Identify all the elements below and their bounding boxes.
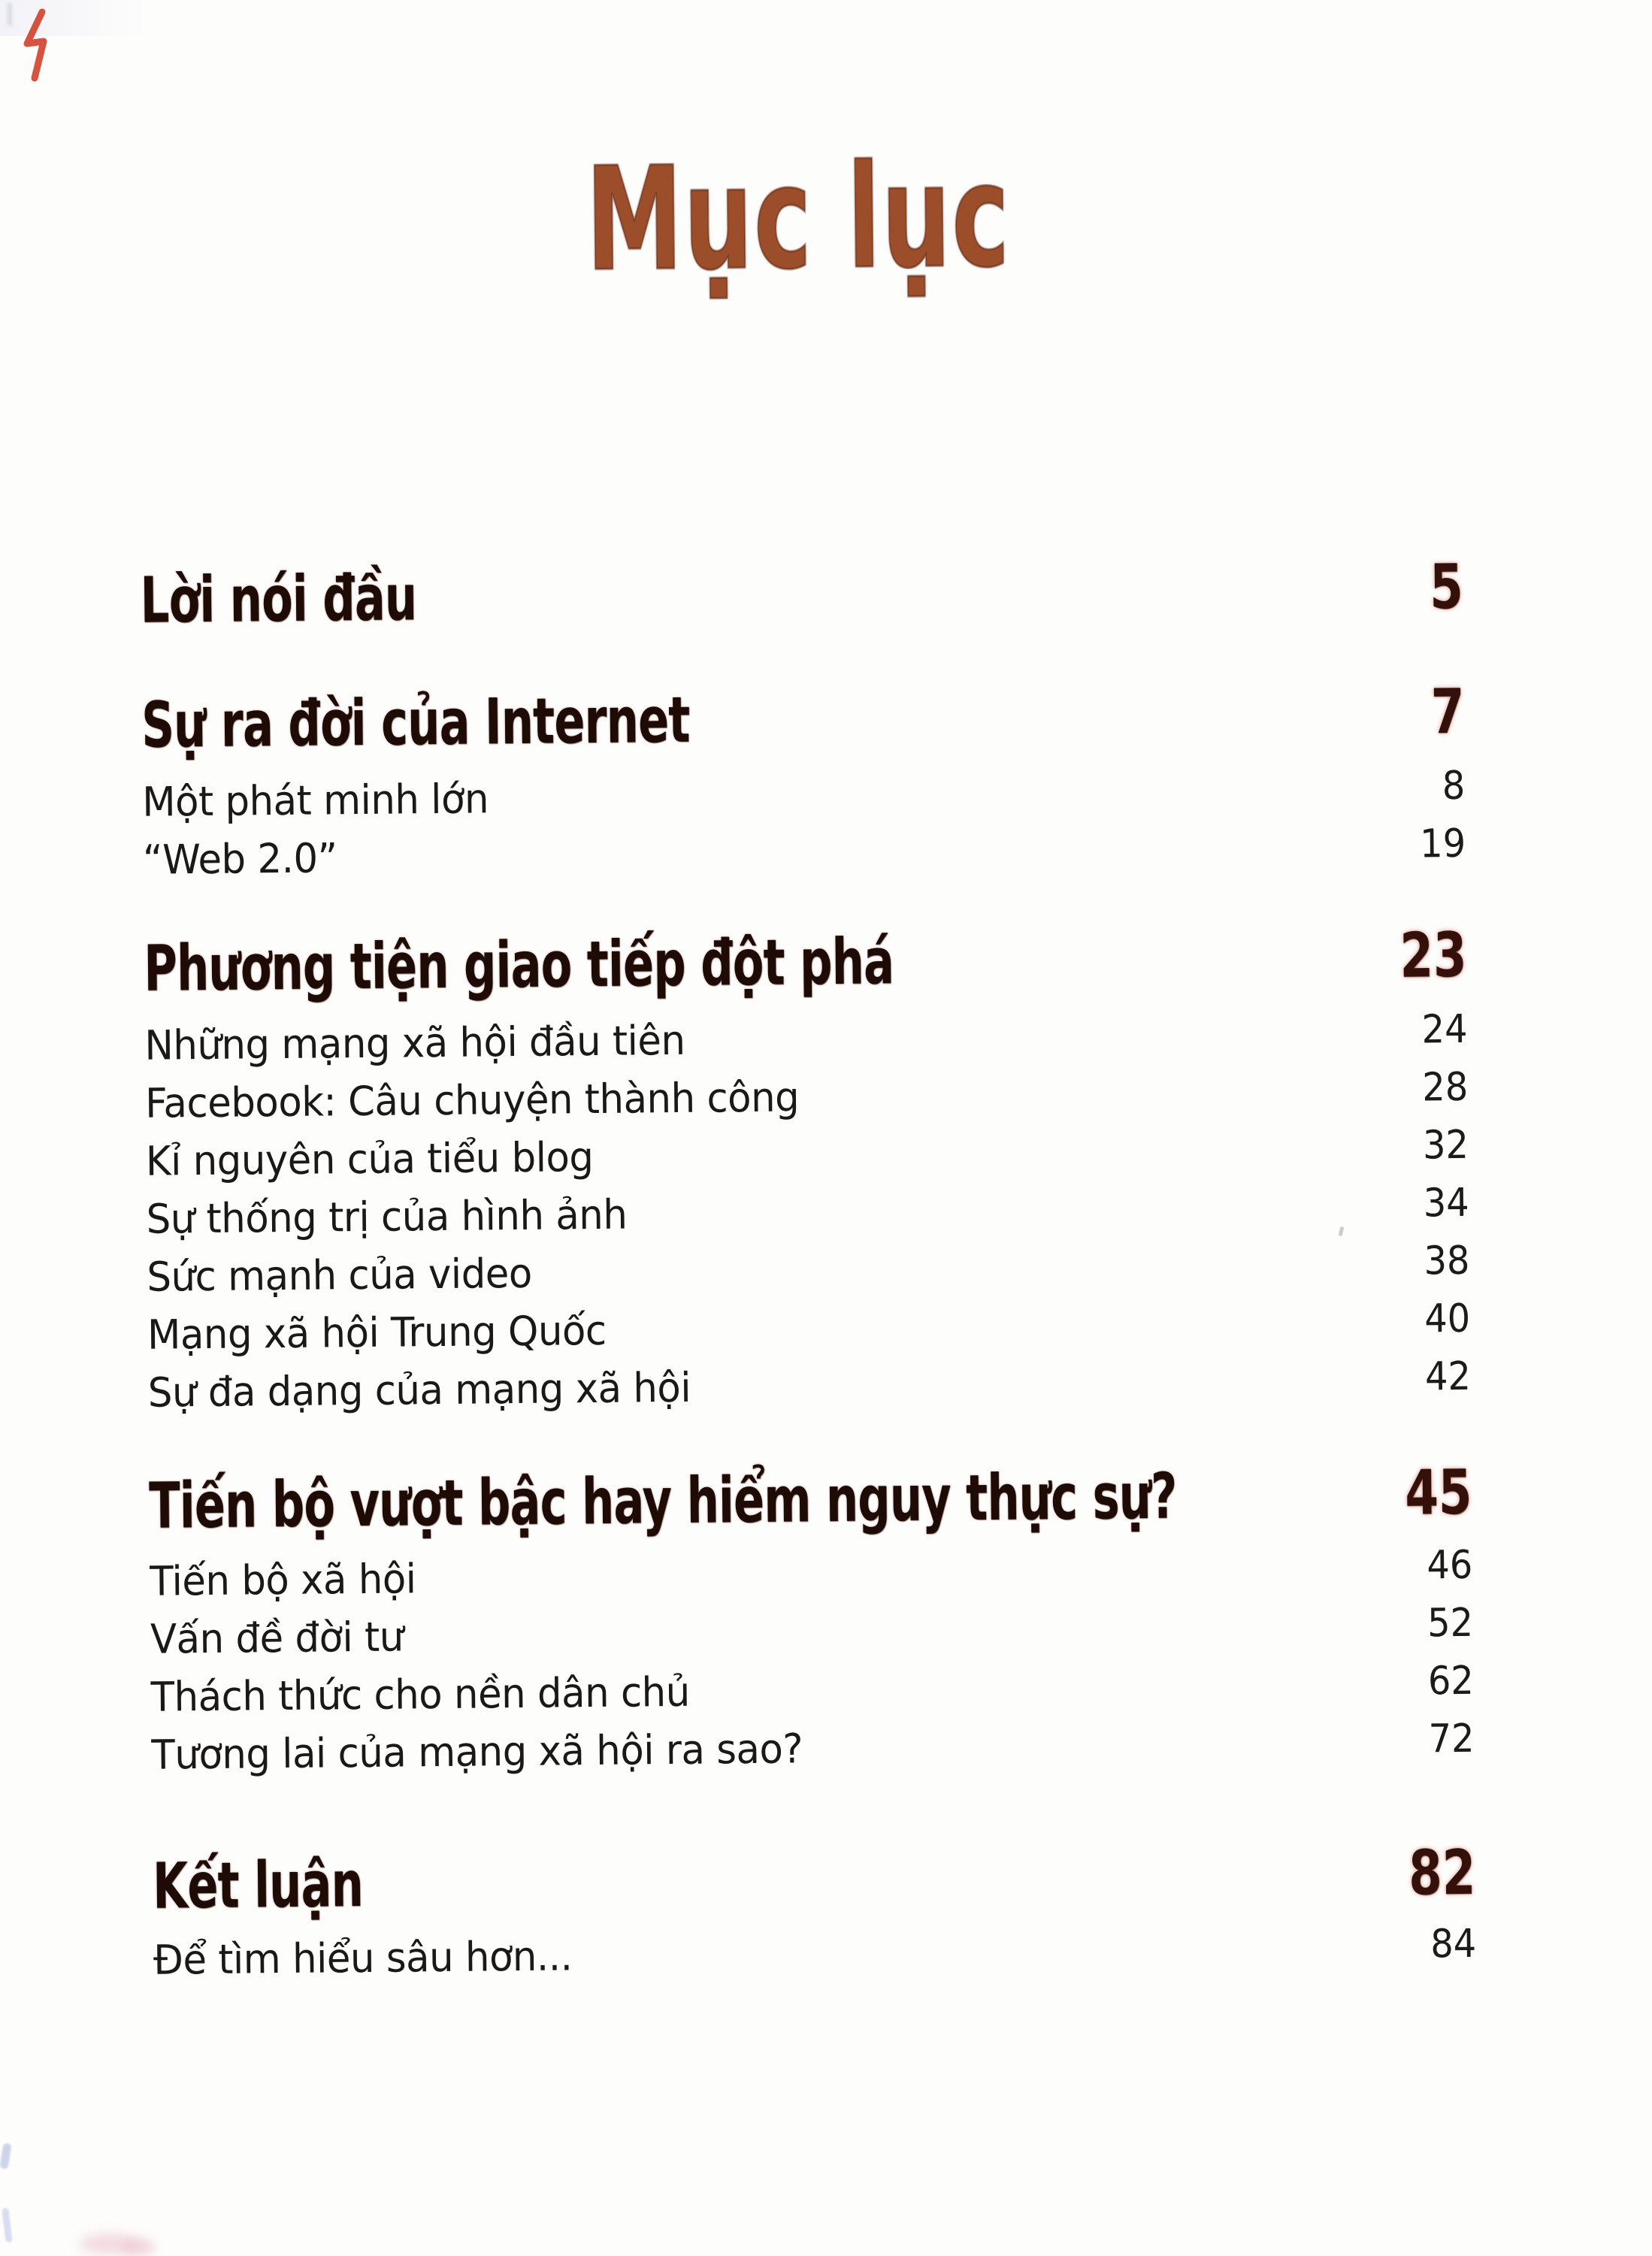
page-title	[136, 126, 1460, 311]
toc-entry-label: Tiến bộ xã hội	[149, 1555, 416, 1605]
toc-entry-label: Để tìm hiểu sâu hơn...	[153, 1932, 573, 1984]
toc-row	[140, 550, 1463, 638]
toc-entry-label: “Web 2.0”	[142, 834, 337, 884]
toc-row	[147, 1351, 1471, 1422]
toc-row	[153, 1836, 1476, 1924]
page-title-text: Mục lục	[585, 132, 1012, 304]
toc-entry-label: Mạng xã hội Trung Quốc	[147, 1306, 607, 1359]
toc-entry-label: Lời nói đầu	[140, 561, 417, 637]
toc-page-number: 52	[1427, 1600, 1474, 1647]
toc-entry-label: Sự đa dạng của mạng xã hội	[147, 1363, 691, 1417]
toc-page-number: 42	[1424, 1353, 1472, 1400]
toc-entry-label: Những mạng xã hội đầu tiên	[144, 1016, 685, 1069]
toc-row	[149, 1456, 1472, 1544]
scan-artifact-blue-dash	[2, 2208, 13, 2243]
toc-page-number: 19	[1419, 821, 1466, 867]
toc-entry-label: Tương lai của mạng xã hội ra sao?	[151, 1725, 803, 1779]
toc-entry-label: Facebook: Câu chuyện thành công	[144, 1073, 800, 1127]
toc-page-number: 24	[1421, 1006, 1468, 1053]
toc-row	[144, 918, 1467, 1006]
toc-page-number: 82	[1408, 1837, 1476, 1910]
toc-page-number: 32	[1422, 1122, 1469, 1169]
toc-page-number: 28	[1421, 1064, 1469, 1111]
toc-entry-label: Phương tiện giao tiếp đột phá	[143, 924, 894, 1006]
toc-page-number: 23	[1399, 919, 1467, 992]
toc-entry-label: Tiến bộ vượt bậc hay hiểm nguy thực sự?	[148, 1459, 1178, 1543]
toc-entry-label: Vấn đề đời tư	[150, 1613, 404, 1663]
toc-page-number: 45	[1404, 1456, 1472, 1529]
toc-page-number: 46	[1426, 1542, 1473, 1589]
toc-entry-label: Sự thống trị của hình ảnh	[146, 1190, 628, 1243]
toc-entry-label: Sức mạnh của video	[147, 1249, 533, 1301]
toc-entry-label: Kết luận	[152, 1847, 364, 1923]
toc-row	[141, 675, 1465, 763]
toc-page-number: 72	[1428, 1716, 1475, 1762]
toc-row	[153, 1919, 1477, 1989]
toc-page-number: 40	[1424, 1296, 1471, 1342]
toc-page-number: 7	[1430, 676, 1465, 748]
toc-page-number: 84	[1430, 1921, 1477, 1967]
toc-entry-label: Sự ra đời của Internet	[141, 682, 691, 762]
toc-entry-label: Kỉ nguyên của tiểu blog	[145, 1133, 594, 1185]
toc-page-number: 5	[1429, 551, 1464, 624]
scan-artifact-blue-dash	[0, 2143, 12, 2169]
scan-artifact-pink-smudge	[120, 2238, 155, 2256]
toc-page-number: 8	[1442, 763, 1466, 809]
toc-page-number: 34	[1423, 1180, 1469, 1226]
toc-row	[151, 1713, 1475, 1784]
toc-page-number: 62	[1427, 1658, 1474, 1704]
toc-entry-label: Một phát minh lớn	[142, 775, 489, 826]
toc-entry-label: Thách thức cho nền dân chủ	[150, 1668, 691, 1721]
toc-page-number: 38	[1424, 1238, 1470, 1284]
toc-list	[140, 550, 1476, 1989]
toc-row	[143, 818, 1466, 889]
